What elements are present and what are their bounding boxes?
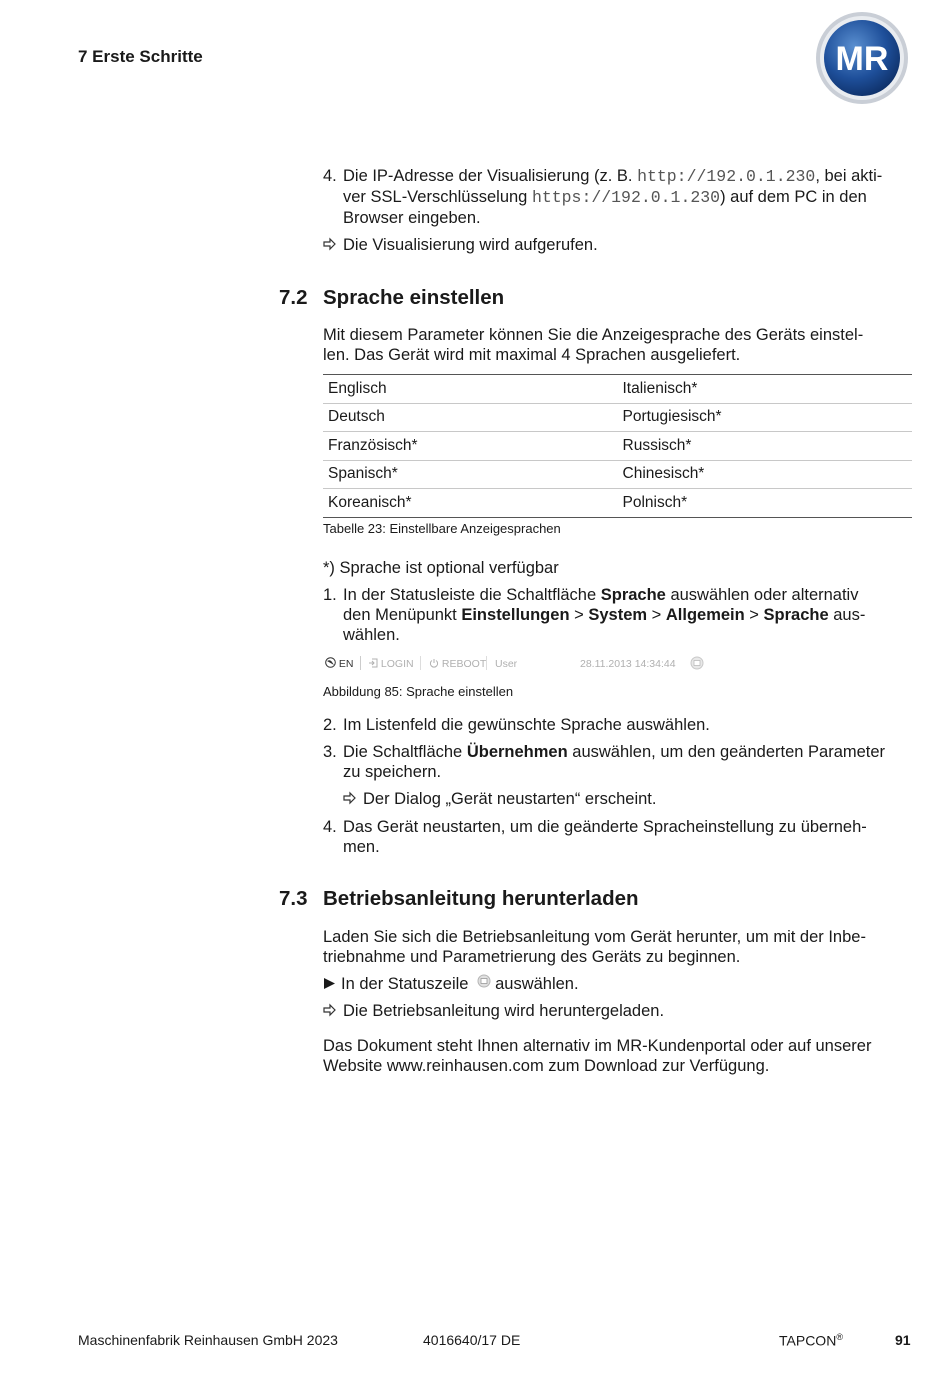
divider	[420, 656, 421, 670]
manual-icon	[477, 974, 491, 988]
step-4-open-browser: 4. Die IP-Adresse der Visualisierung (z. B. http://192.0.1.230, bei akti- ver SSL-Verschlüsselung https://192.0.1.230) auf dem PC in den Browser eingeben.	[323, 167, 883, 227]
action-download: In der Statuszeile auswählen.	[323, 974, 579, 994]
step-3-apply: 3. Die Schaltfläche Übernehmen auswählen, um den geänderten Parameter zu speichern.	[323, 743, 886, 781]
language-table	[323, 374, 912, 518]
table-caption: Tabelle 23: Einstellbare Anzeigesprachen	[323, 521, 561, 536]
footer-doc-number: 4016640/17 DE	[423, 1332, 521, 1348]
result-arrow-icon	[323, 1003, 337, 1017]
result-arrow-icon	[343, 791, 357, 805]
section-header: 7 Erste Schritte	[78, 47, 203, 66]
footer-product: TAPCON®	[779, 1332, 843, 1349]
login-button[interactable]: LOGIN	[368, 658, 414, 670]
table-row: Deutsch Portugiesisch*	[323, 403, 912, 432]
sec73-outro: Das Dokument steht Ihnen alternativ im MR-Kundenportal oder auf unserer Website www.reinhausen.com zum Download zur Verfügung.	[323, 1037, 872, 1075]
section-heading-7-2: 7.2 Sprache einstellen	[279, 286, 505, 309]
statusbar-figure	[323, 654, 713, 674]
result-arrow-icon	[323, 237, 337, 251]
datetime: 28.11.2013 14:34:44	[580, 658, 676, 670]
mr-logo	[814, 10, 910, 106]
power-icon	[429, 658, 439, 668]
url-http: http://192.0.1.230	[637, 167, 816, 186]
figure-caption: Abbildung 85: Sprache einstellen	[323, 684, 514, 699]
divider	[360, 656, 361, 670]
step-4-restart: 4. Das Gerät neustarten, um die geänderte Spracheinstellung zu überneh- men.	[323, 818, 867, 856]
sec72-intro: Mit diesem Parameter können Sie die Anzeigesprache des Geräts einstel- len. Das Gerät wird mit maximal 4 Sprachen ausgeliefert.	[323, 326, 864, 364]
language-button[interactable]: EN	[325, 657, 354, 670]
table-row: Französisch* Russisch*	[323, 432, 912, 461]
step-2-choose-language: 2. Im Listenfeld die gewünschte Sprache auswählen.	[323, 716, 710, 734]
optional-note: *) Sprache ist optional verfügbar	[323, 559, 559, 577]
triangle-bullet-icon	[323, 977, 336, 990]
table-row: Koreanisch* Polnisch*	[323, 489, 912, 518]
globe-icon	[325, 657, 336, 668]
table-row: Spanisch* Chinesisch*	[323, 460, 912, 489]
divider	[486, 656, 487, 670]
result-visualisation: Die Visualisierung wird aufgerufen.	[323, 235, 598, 255]
table-row: Englisch Italienisch*	[323, 375, 912, 404]
manual-download-button[interactable]	[690, 656, 704, 673]
login-icon	[368, 658, 378, 668]
section-heading-7-3: 7.3 Betriebsanleitung herunterladen	[279, 887, 639, 910]
svg-text:MR: MR	[835, 40, 889, 78]
user-label: User	[495, 658, 518, 670]
step-1-select-language: 1. In der Statusleiste die Schaltfläche Sprache auswählen oder alternativ den Menüpunkt Einstellungen > System > Allgemein > Sprache aus- wählen.	[323, 586, 866, 644]
footer-company: Maschinenfabrik Reinhausen GmbH 2023	[78, 1332, 338, 1348]
url-https: https://192.0.1.230	[531, 188, 721, 207]
manual-icon	[690, 656, 704, 670]
reboot-button[interactable]: REBOOT	[429, 658, 486, 670]
result-download: Die Betriebsanleitung wird heruntergeladen.	[323, 1001, 664, 1021]
result-restart-dialog: Der Dialog „Gerät neustarten“ erscheint.	[343, 789, 656, 809]
footer-page-number: 91	[895, 1332, 911, 1348]
sec73-intro: Laden Sie sich die Betriebsanleitung vom Gerät herunter, um mit der Inbe- triebnahme und Parametrierung des Geräts zu beginnen.	[323, 928, 866, 966]
